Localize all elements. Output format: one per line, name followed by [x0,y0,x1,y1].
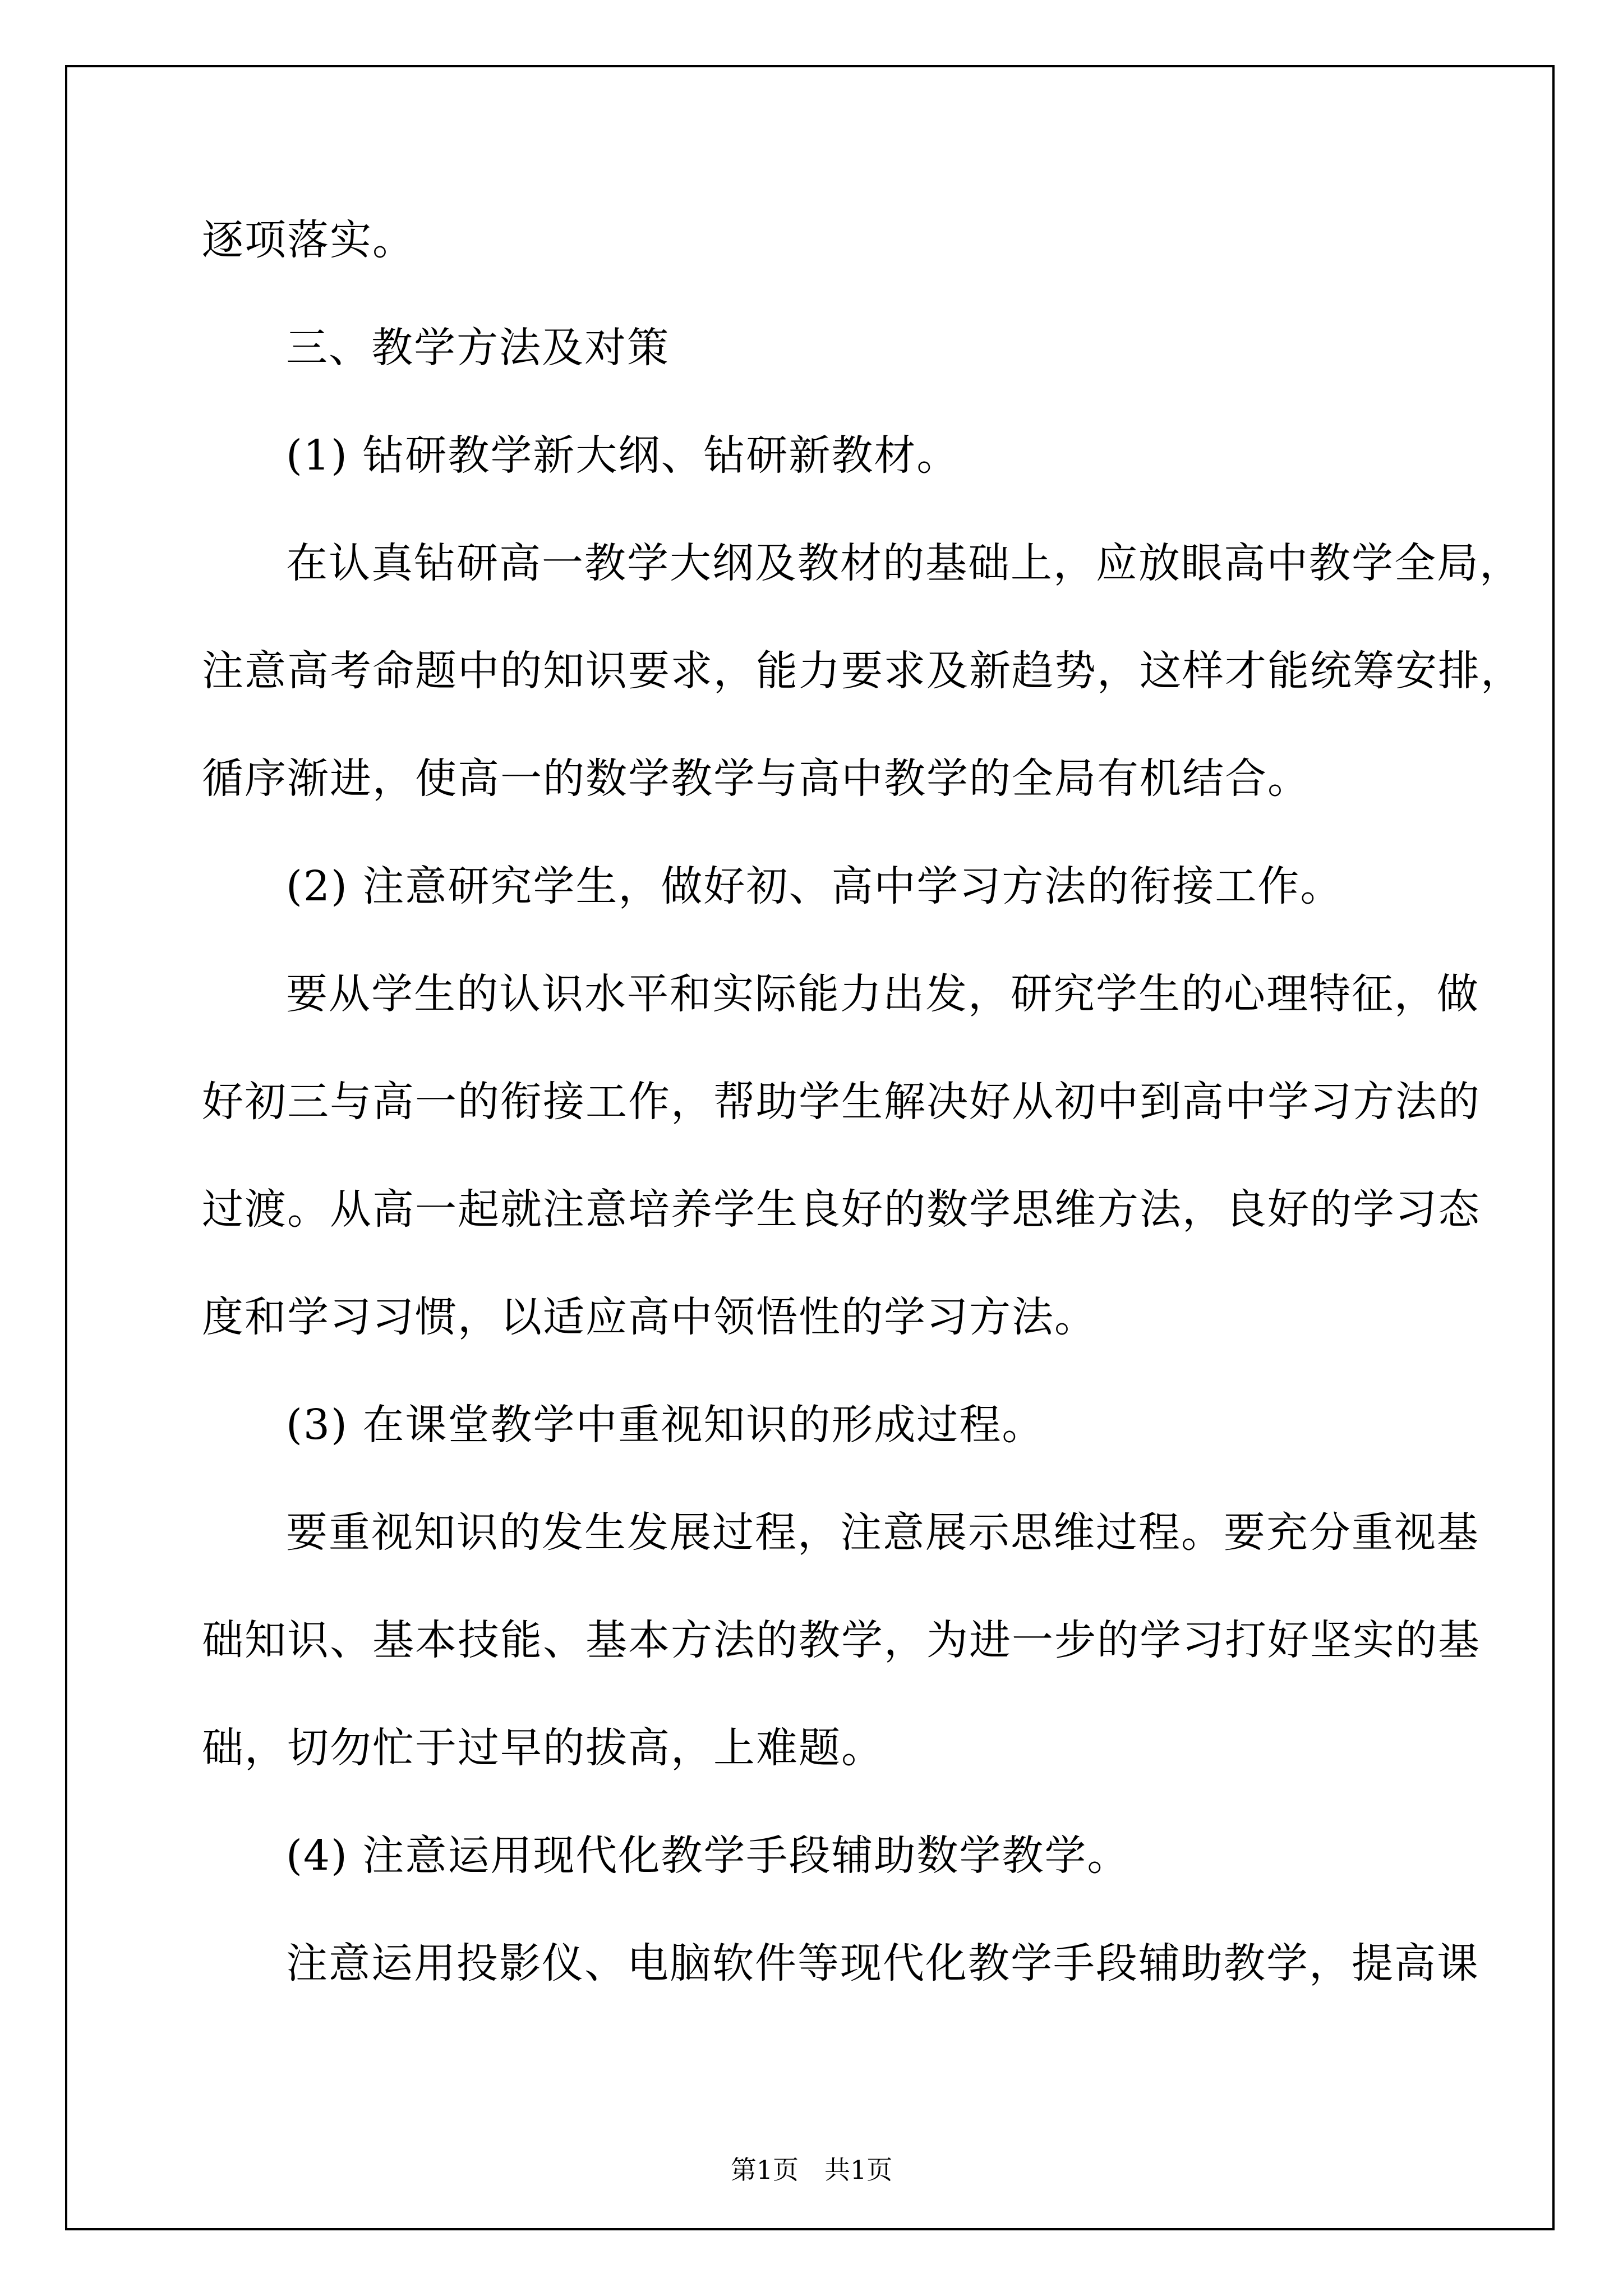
text-line: 逐项落实。 [202,216,415,264]
text-line: 要重视知识的发生发展过程，注意展示思维过程。要充分重视基 [286,1508,1479,1557]
text-line: 过渡。从高一起就注意培养学生良好的数学思维方法，良好的学习态 [202,1185,1481,1234]
page-footer: 第1页 共1页 [730,2155,893,2185]
text-line: (1) 钻研教学新大纲、钻研新教材。 [286,431,960,480]
text-line: 好初三与高一的衔接工作，帮助学生解决好从初中到高中学习方法的 [202,1078,1481,1126]
text-line: 在认真钻研高一教学大纲及教材的基础上，应放眼高中教学全局， [286,539,1522,587]
text-line: 度和学习习惯，以适应高中领悟性的学习方法。 [202,1293,1097,1341]
text-line: (4) 注意运用现代化教学手段辅助数学教学。 [286,1832,1130,1880]
text-line: 要从学生的认识水平和实际能力出发，研究学生的心理特征，做 [286,970,1479,1018]
document-body [202,213,1523,1990]
text-line: 注意运用投影仪、电脑软件等现代化教学手段辅助教学，提高课 [286,1939,1479,1987]
text-line: 础，切勿忙于过早的拔高，上难题。 [202,1724,884,1772]
text-line: 注意高考命题中的知识要求，能力要求及新趋势，这样才能统筹安排， [202,647,1523,695]
text-line: 础知识、基本技能、基本方法的教学，为进一步的学习打好坚实的基 [202,1616,1481,1664]
text-line: (3) 在课堂教学中重视知识的形成过程。 [286,1401,1045,1449]
text-line: 三、教学方法及对策 [286,324,670,372]
text-line: (2) 注意研究学生，做好初、高中学习方法的衔接工作。 [286,862,1343,910]
text-line: 循序渐进，使高一的数学教学与高中教学的全局有机结合。 [202,754,1310,803]
